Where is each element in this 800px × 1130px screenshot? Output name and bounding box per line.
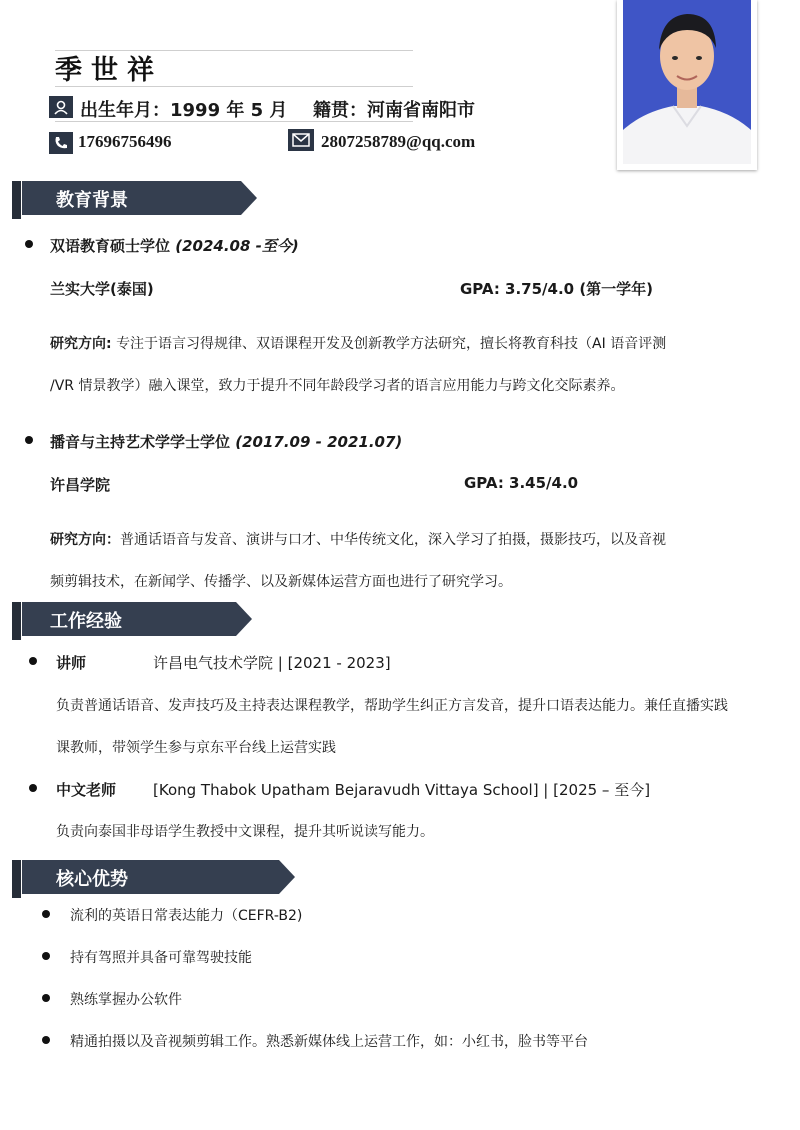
header-mid-rule bbox=[55, 86, 413, 87]
person-icon bbox=[49, 96, 73, 118]
bullet-icon bbox=[42, 952, 50, 960]
bullet-icon bbox=[42, 910, 50, 918]
degree-2-period: (2017.09 - 2021.07) bbox=[235, 433, 403, 451]
section-title: 教育背景 bbox=[56, 190, 128, 211]
bullet-icon bbox=[42, 994, 50, 1002]
job-1-org: 许昌电气技术学院 | [2021 - 2023] bbox=[153, 654, 391, 672]
section-marker bbox=[12, 860, 21, 898]
strength-item-2: 持有驾照并具备可靠驾驶技能 bbox=[70, 950, 252, 966]
bullet-icon bbox=[42, 1036, 50, 1044]
strength-item-4: 精通拍摄以及音视频剪辑工作。熟悉新媒体线上运营工作，如：小红书，脸书等平台 bbox=[70, 1034, 588, 1050]
gpa-1: GPA: 3.75/4.0 (第一学年) bbox=[460, 280, 654, 298]
strength-item-3: 熟练掌握办公软件 bbox=[70, 992, 182, 1008]
native-place bbox=[313, 96, 475, 122]
research-1-label: 研究方向: bbox=[50, 336, 112, 352]
bullet-icon bbox=[29, 657, 37, 665]
gpa-2: GPA: 3.45/4.0 bbox=[464, 474, 579, 492]
header-bottom-rule bbox=[55, 121, 413, 122]
bullet-icon bbox=[25, 436, 33, 444]
job-2-org: [Kong Thabok Upatham Bejaravudh Vittaya School] | [2025 – 至今] bbox=[153, 781, 651, 799]
degree-2-name: 播音与主持艺术学学士学位 bbox=[50, 433, 231, 451]
phone-number: 17696756496 bbox=[78, 132, 172, 151]
section-education-header bbox=[12, 181, 257, 215]
birth-date bbox=[80, 96, 287, 122]
section-marker bbox=[12, 602, 21, 640]
origin-value: 河南省南阳市 bbox=[367, 100, 475, 121]
origin-label: 籍贯： bbox=[313, 100, 367, 121]
strength-item-1: 流利的英语日常表达能力（CEFR-B2) bbox=[70, 908, 303, 924]
research-2-line1 bbox=[50, 529, 666, 549]
mail-icon bbox=[288, 129, 314, 151]
research-2-text1: 普通话语音与发音、演讲与口才、中华传统文化，深入学习了拍摄，摄影技巧，以及音视 bbox=[120, 532, 666, 548]
degree-1 bbox=[50, 235, 299, 256]
section-strengths-header bbox=[12, 860, 295, 894]
section-title: 核心优势 bbox=[56, 869, 128, 890]
bullet-icon bbox=[25, 240, 33, 248]
section-marker bbox=[12, 181, 21, 219]
phone-icon bbox=[49, 132, 73, 154]
bullet-icon bbox=[29, 784, 37, 792]
research-2-line2: 频剪辑技术，在新闻学、传播学、以及新媒体运营方面也进行了研究学习。 bbox=[50, 574, 512, 590]
school-1: 兰实大学(泰国) bbox=[50, 280, 154, 298]
school-2: 许昌学院 bbox=[50, 476, 111, 494]
candidate-name: 季世祥 bbox=[55, 55, 163, 86]
job-1-desc-line1: 负责普通话语音、发声技巧及主持表达课程教学，帮助学生纠正方言发音，提升口语表达能力。兼任直播实践 bbox=[56, 698, 728, 714]
research-1-line1 bbox=[50, 333, 666, 353]
job-1-role: 讲师 bbox=[56, 654, 87, 672]
birth-value: 1999 年 5 月 bbox=[170, 100, 288, 121]
email-address: 2807258789@qq.com bbox=[321, 132, 476, 151]
birth-label: 出生年月： bbox=[80, 100, 170, 121]
job-2-desc-line1: 负责向泰国非母语学生教授中文课程，提升其听说读写能力。 bbox=[56, 824, 434, 840]
degree-2 bbox=[50, 431, 402, 452]
profile-photo bbox=[617, 0, 757, 170]
degree-1-name: 双语教育硕士学位 bbox=[50, 237, 171, 255]
section-work-header bbox=[12, 602, 252, 636]
photo-background bbox=[623, 0, 751, 164]
job-2-role: 中文老师 bbox=[56, 781, 117, 799]
research-2-label: 研究方向： bbox=[50, 532, 120, 548]
section-title: 工作经验 bbox=[50, 611, 122, 632]
degree-1-period: (2024.08 -至今) bbox=[175, 237, 299, 255]
research-1-text1: 专注于语言习得规律、双语课程开发及创新教学方法研究，擅长将教育科技（AI 语音评测 bbox=[116, 336, 667, 352]
job-1-desc-line2: 课教师，带领学生参与京东平台线上运营实践 bbox=[56, 740, 336, 756]
research-1-line2: /VR 情景教学）融入课堂，致力于提升不同年龄段学习者的语言应用能力与跨文化交际素养。 bbox=[50, 378, 625, 394]
